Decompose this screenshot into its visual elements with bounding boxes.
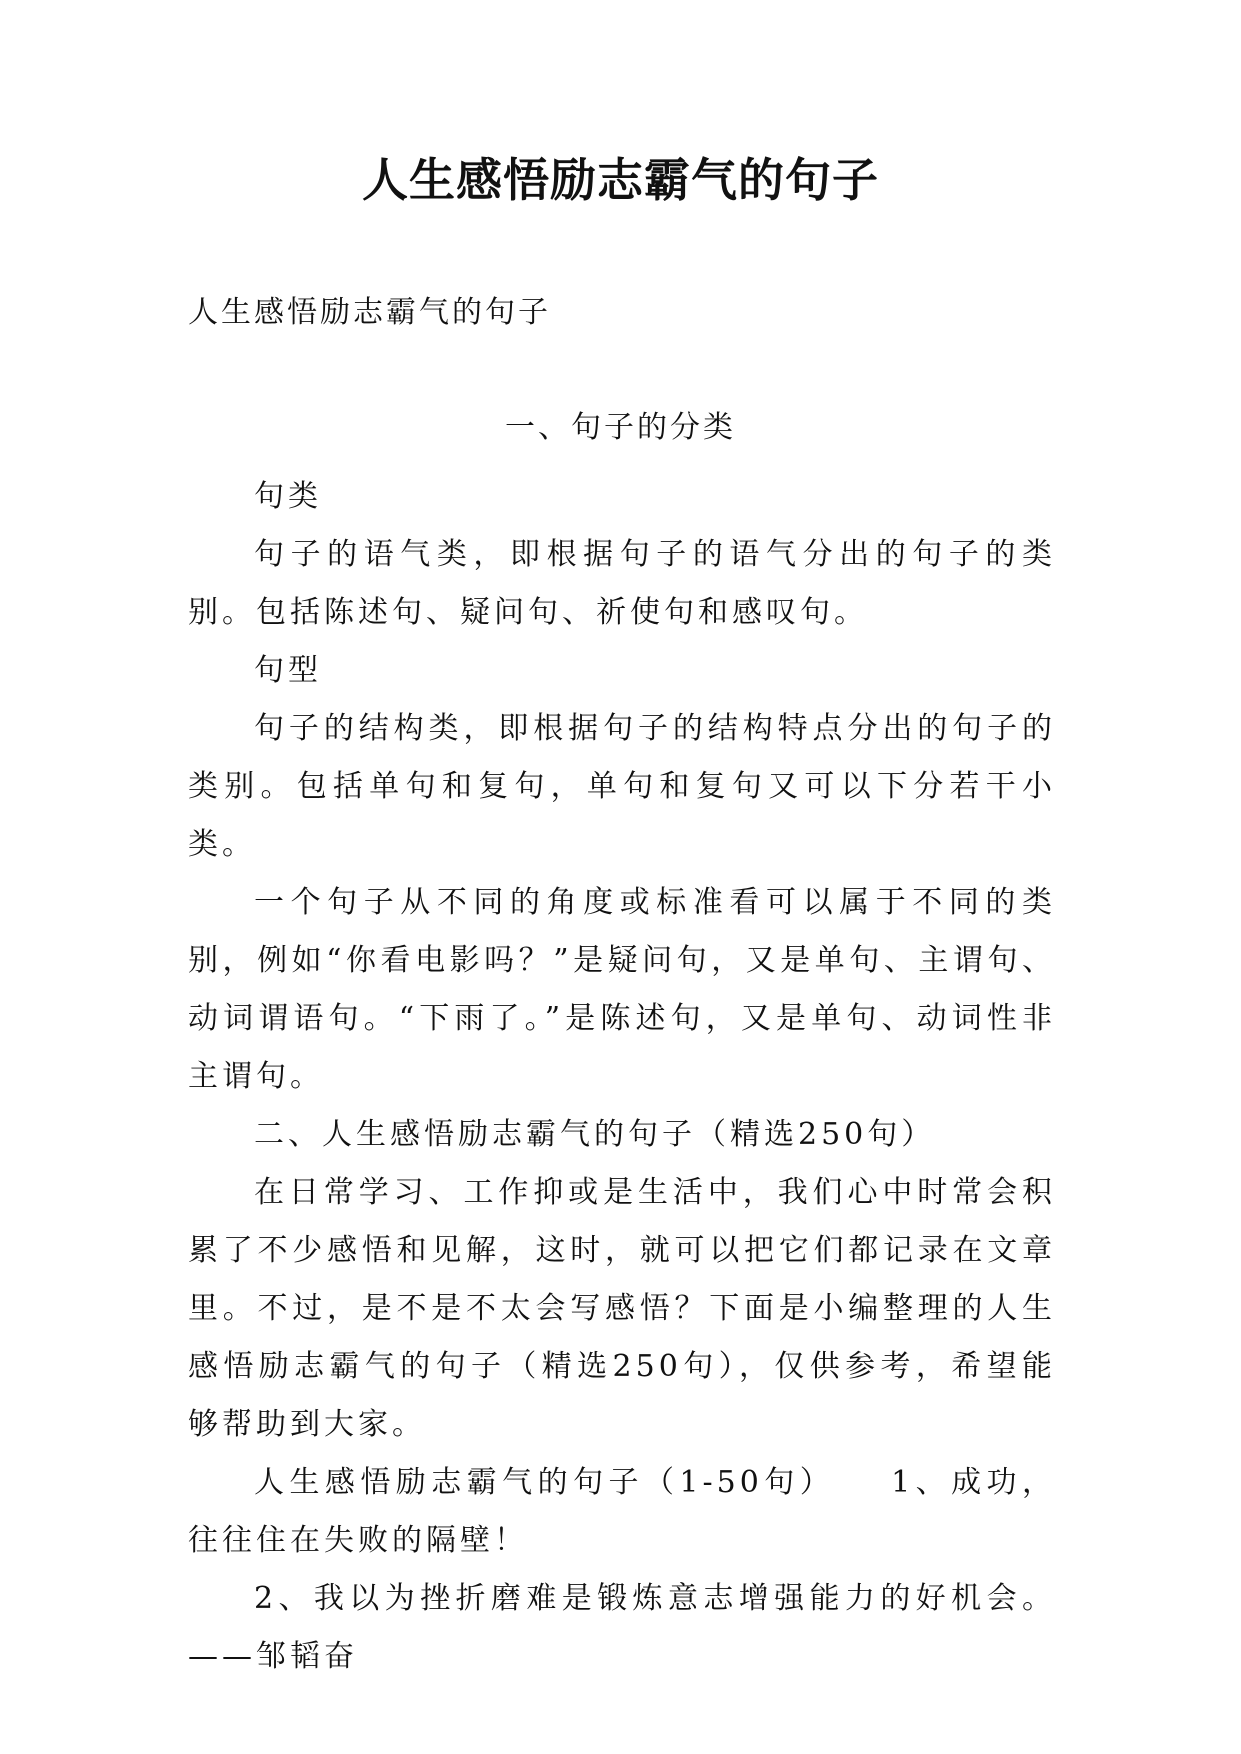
paragraph: 二、人生感悟励志霸气的句子（精选250句）	[254, 1117, 936, 1152]
paragraph: 2、我以为挫折磨难是锻炼意志增强能力的好机会。——邹韬奋	[188, 1581, 1056, 1674]
paragraph: 句子的结构类，即根据句子的结构特点分出的句子的类别。包括单句和复句，单句和复句又可以下分若干小类。	[188, 711, 1056, 862]
paragraph: 句子的语气类，即根据句子的语气分出的句子的类别。包括陈述句、疑问句、祈使句和感叹句。	[188, 537, 1056, 630]
section-heading: 一、句子的分类	[505, 410, 736, 445]
paragraph: 人生感悟励志霸气的句子（1-50句） 1、成功，往往住在失败的隔壁！	[188, 1465, 1056, 1558]
document-subtitle: 人生感悟励志霸气的句子	[188, 295, 551, 330]
document-title: 人生感悟励志霸气的句子	[362, 153, 879, 207]
paragraph: 一个句子从不同的角度或标准看可以属于不同的类别，例如“你看电影吗？”是疑问句，又是单句、主谓句、动词谓语句。“下雨了。”是陈述句，又是单句、动词性非主谓句。	[188, 885, 1056, 1094]
document-body	[188, 468, 1056, 1686]
paragraph: 句型	[254, 653, 322, 688]
paragraph: 句类	[254, 479, 322, 514]
paragraph: 在日常学习、工作抑或是生活中，我们心中时常会积累了不少感悟和见解，这时，就可以把它们都记录在文章里。不过，是不是不太会写感悟？下面是小编整理的人生感悟励志霸气的句子（精选250句），仅供参考，希望能够帮助到大家。	[188, 1175, 1056, 1442]
